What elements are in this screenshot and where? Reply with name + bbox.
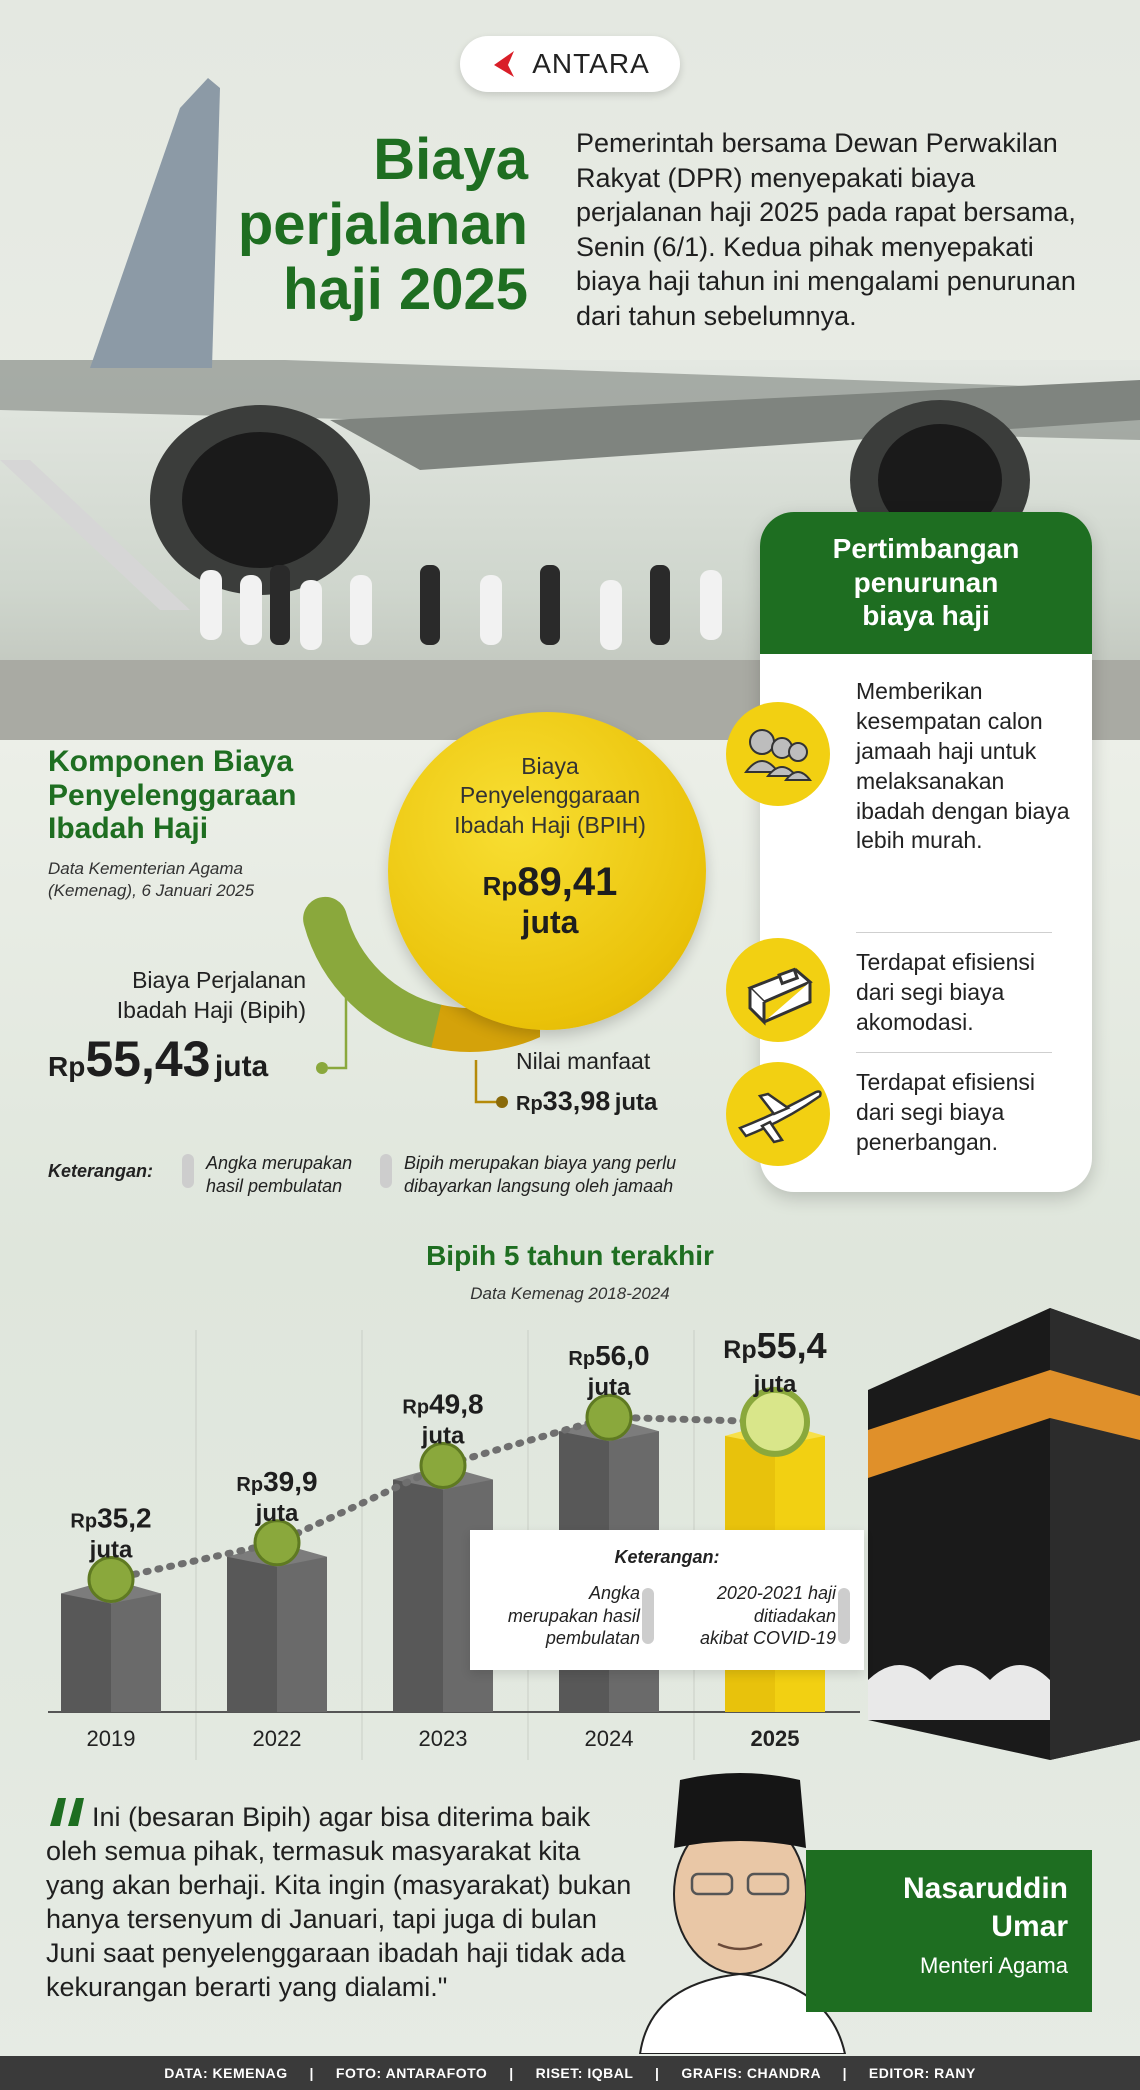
bipih-label-line: Ibadah Haji (Bipih) — [116, 996, 306, 1023]
note-line: 2020-2021 haji — [716, 1583, 836, 1603]
note-line: merupakan hasil — [507, 1605, 640, 1626]
note-item — [404, 1152, 724, 1197]
unit-label: juta — [89, 1536, 133, 1564]
manfaat-label: Nilai manfaat — [516, 1048, 651, 1074]
note-item — [480, 1582, 640, 1650]
unit-label: juta — [421, 1422, 465, 1450]
currency: Rp — [48, 1051, 86, 1082]
note-item — [206, 1152, 352, 1197]
bed-icon — [726, 938, 830, 1042]
note-line: ditiadakan — [753, 1605, 836, 1626]
components-title-line: Komponen Biaya — [48, 745, 294, 778]
bpih-label-line: Biaya — [521, 753, 579, 779]
title-line: Biaya — [373, 127, 528, 192]
note-item — [656, 1582, 836, 1650]
unit: juta — [521, 903, 579, 940]
intro-text: Pemerintah bersama Dewan Perwakilan Rakyat (DPR) menyepakati biaya perjalanan haji 2025 pada rapat bersama, Senin (6/1). Kedua pihak menyepakati biaya haji tahun ini mengalami penurunan dari tahun sebelumnya. — [576, 128, 1076, 331]
consideration-item: Memberikan kesempatan calon jamaah haji untuk melaksanakan ibadah dengan biaya lebih murah. — [856, 678, 1070, 854]
speaker-name — [806, 1870, 1068, 1945]
value-label: Rp56,0 — [568, 1340, 650, 1372]
bpih-label — [420, 752, 680, 840]
note-line: Angka merupakan — [206, 1153, 353, 1173]
divider — [856, 932, 1052, 933]
highlight-point — [743, 1390, 807, 1454]
chart-notes-box — [470, 1530, 864, 1670]
value-label: Rp49,8 — [402, 1388, 484, 1420]
consideration-item: Terdapat efisiensi dari segi biaya akomodasi. — [856, 949, 1035, 1035]
notes-label: Keterangan: — [48, 1161, 154, 1181]
data-point — [421, 1444, 465, 1488]
bar-right-face — [277, 1557, 327, 1712]
bpih-label-line: Ibadah Haji (BPIH) — [454, 811, 646, 838]
logo-text: ANTARA — [532, 48, 650, 79]
components-title-line: Ibadah Haji — [48, 812, 209, 846]
source-line: (Kemenag), 6 Januari 2025 — [48, 881, 255, 901]
manfaat-leader-dot — [496, 1096, 508, 1108]
considerations-title-line: Pertimbangan — [832, 533, 1020, 564]
unit-label: juta — [753, 1370, 797, 1398]
note-line: hasil pembulatan — [206, 1175, 343, 1196]
note-bar — [642, 1588, 654, 1644]
unit: juta — [214, 1050, 269, 1083]
note-bar — [182, 1154, 194, 1188]
speaker-role: Menteri Agama — [920, 1953, 1068, 1978]
components-title — [48, 745, 348, 846]
bipih-label-line: Biaya Perjalanan — [132, 967, 306, 993]
value-label: Rp35,2 — [70, 1502, 152, 1534]
antara-logo — [460, 36, 680, 92]
value-label: Rp55,4 — [723, 1324, 827, 1366]
x-tick-label: 2022 — [252, 1726, 302, 1751]
data-point — [89, 1557, 133, 1601]
considerations-title-line: biaya haji — [862, 600, 990, 632]
manfaat-leader-line — [476, 1060, 504, 1102]
note-bar — [838, 1588, 850, 1644]
page-title — [168, 128, 528, 323]
manfaat-value — [516, 1086, 657, 1117]
considerations-title — [760, 512, 1092, 654]
note-line: pembulatan — [545, 1628, 640, 1648]
airplane-icon — [726, 1062, 830, 1166]
bpih-value — [420, 860, 680, 941]
chart-subtitle: Data Kemenag 2018-2024 — [470, 1284, 670, 1303]
components-title-line: Penyelenggaraan — [48, 778, 297, 812]
components-notes — [48, 1152, 728, 1196]
data-point — [255, 1521, 299, 1565]
bipih-amount: 55,43 — [85, 1031, 211, 1087]
chart-title: Bipih 5 tahun terakhir — [426, 1240, 714, 1271]
antara-mark-icon — [490, 49, 524, 79]
quote-body: Ini (besaran Bipih) agar bisa diterima baik oleh semua pihak, termasuk masyarakat kita yang akan berhaji. Kita ingin (masyarakat) bukan hanya tersenyum di Januari, tapi juga di bulan Juni saat penyelenggaraan ibadah haji tidak ada kekurangan berarti yang dialami." — [46, 1802, 632, 2003]
x-tick-label: 2019 — [86, 1726, 136, 1751]
bar-left-face — [393, 1480, 443, 1712]
considerations-title-line: penurunan — [853, 566, 999, 598]
value-label: Rp39,9 — [236, 1465, 318, 1497]
people-icon — [726, 702, 830, 806]
credits-footer: DATA: KEMENAG | FOTO: ANTARAFOTO | RISET: IQBAL | GRAFIS: CHANDRA | EDITOR: RANY — [0, 2056, 1140, 2090]
speaker-name-box — [806, 1850, 1092, 2012]
title-line: perjalanan — [237, 191, 528, 257]
manfaat-amount: 33,98 — [542, 1086, 611, 1116]
bpih-label-line: Penyelenggaraan — [459, 782, 641, 809]
bar-right-face — [111, 1593, 161, 1712]
x-tick-label: 2024 — [584, 1726, 634, 1751]
kaaba-illustration — [868, 1308, 1140, 1760]
airplane-tail — [60, 78, 220, 368]
note-line: Bipih merupakan biaya yang perlu — [404, 1153, 677, 1173]
notes-label: Keterangan: — [614, 1547, 720, 1567]
speaker-name-line: Nasaruddin — [902, 1872, 1068, 1905]
note-line: dibayarkan langsung oleh jamaah — [404, 1175, 674, 1196]
bar-left-face — [61, 1593, 111, 1712]
x-tick-label: 2023 — [418, 1726, 468, 1751]
currency: Rp — [516, 1093, 543, 1115]
unit-label: juta — [255, 1499, 299, 1527]
data-point — [587, 1395, 631, 1439]
quote-text — [46, 1800, 646, 2004]
source-line: Data Kementerian Agama — [48, 859, 243, 878]
note-bar — [380, 1154, 392, 1188]
bipih-value — [48, 1030, 338, 1088]
bar-left-face — [227, 1557, 277, 1712]
consideration-item: Terdapat efisiensi dari segi biaya penerbangan. — [856, 1069, 1035, 1155]
bpih-amount: 89,41 — [517, 860, 618, 904]
note-line: akibat COVID-19 — [699, 1628, 836, 1648]
bipih-label — [60, 966, 306, 1026]
chart-x-ticks — [87, 1726, 800, 1751]
speaker-name-line: Umar — [991, 1909, 1068, 1943]
x-tick-label: 2025 — [750, 1726, 800, 1751]
unit: juta — [614, 1089, 658, 1116]
currency: Rp — [482, 871, 518, 901]
unit-label: juta — [587, 1374, 631, 1402]
title-line: haji 2025 — [282, 256, 528, 322]
divider — [856, 1052, 1052, 1053]
note-line: Angka — [588, 1583, 640, 1603]
